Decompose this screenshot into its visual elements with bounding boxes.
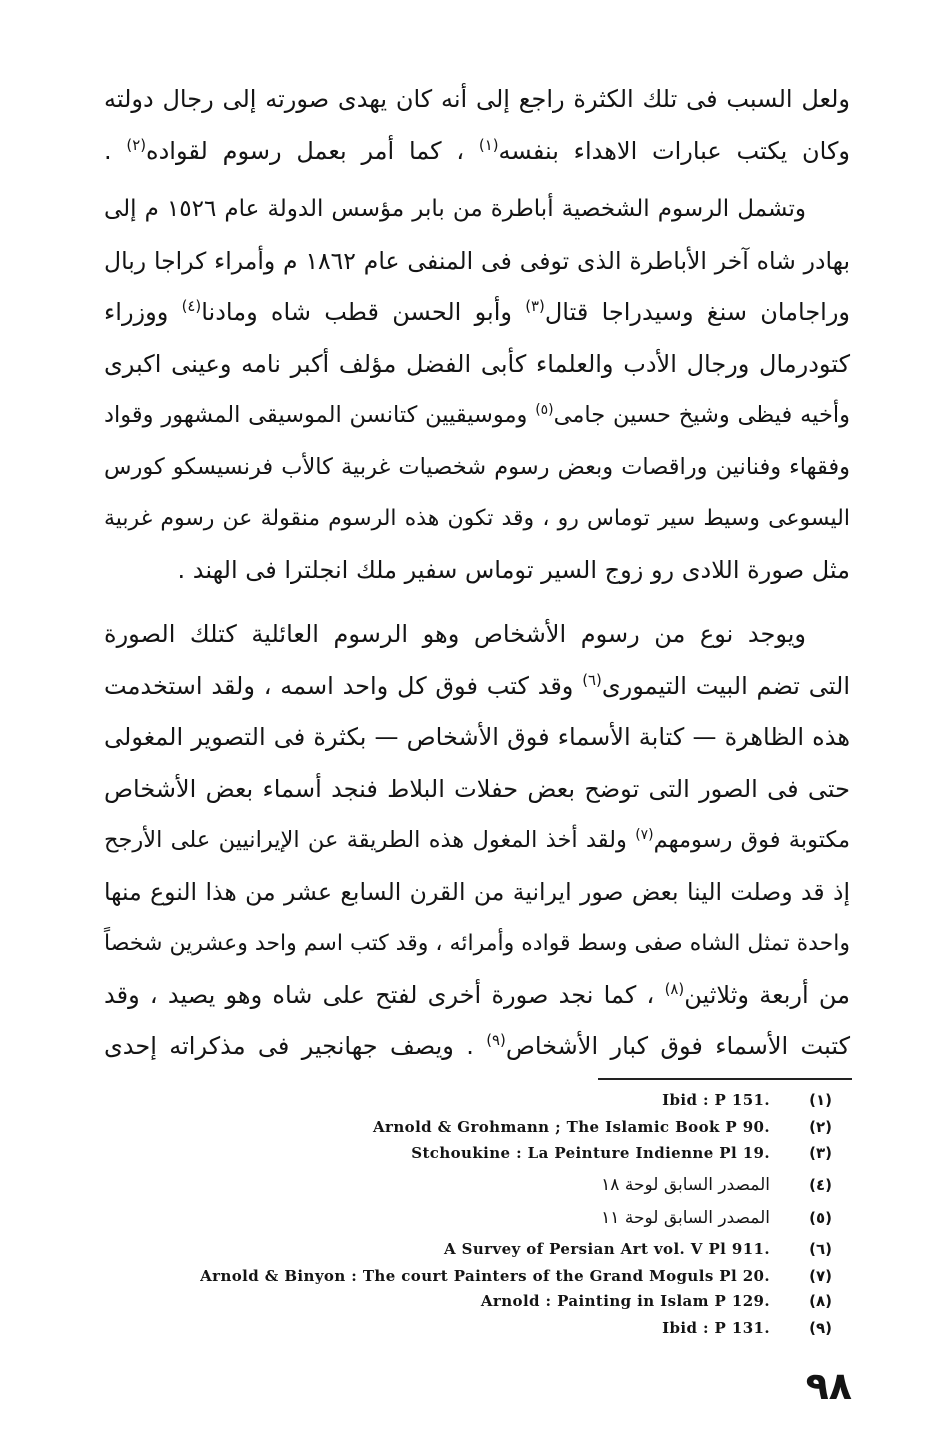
footnote (0, 1140, 946, 1166)
footnote-number: (٢) (809, 1118, 832, 1136)
footnote-citation: Ibid : P 131. (662, 1319, 770, 1337)
footnote-number: (٦) (809, 1240, 832, 1258)
footnote-citation: المصدر السابق لوحة ١٨ (601, 1175, 770, 1195)
text-segment: كتبت الأسماء فوق كبار الأشخاص (505, 1032, 850, 1060)
text-segment: وكان يكتب عبارات الاهداء بنفسه (498, 136, 851, 165)
text-segment: وقد كتب فوق كل واحد اسمه ، ولقد استخدمت (104, 671, 583, 700)
footnote (0, 1172, 946, 1198)
footnote-marker: (٩) (486, 1031, 506, 1050)
footnote-number: (٥) (809, 1209, 832, 1227)
footnote (0, 1114, 946, 1140)
text-segment: ووزراء (104, 298, 182, 326)
text-segment: كتودرمال ورجال الأدب والعلماء كأبى الفضل مؤلف أكبر نامه وعينى اكبرى (104, 349, 850, 378)
footnote (0, 1288, 946, 1314)
footnote-citation: المصدر السابق لوحة ١١ (601, 1208, 770, 1228)
footnote-marker: (٣) (525, 297, 545, 316)
footnote-citation: A Survey of Persian Art vol. V Pl 911. (443, 1240, 770, 1258)
text-segment: من أربعة وثلاثين (684, 980, 851, 1009)
text-segment: . (104, 136, 127, 165)
text-segment: ويوجد نوع من رسوم الأشخاص وهو الرسوم العائلية كتلك الصورة (104, 620, 806, 648)
footnote (0, 1236, 946, 1262)
footnote (0, 1263, 946, 1289)
text-segment: ، كما نجد صورة أخرى لفتح على شاه وهو يصيد ، وقد (104, 980, 665, 1009)
footnote (0, 1205, 946, 1231)
text-segment: وراجامان سنغ وسيدراجا قتال (544, 298, 850, 326)
footnote-citation: Arnold & Grohmann ; The Islamic Book P 90. (373, 1118, 770, 1136)
footnote-marker: (١) (478, 135, 499, 154)
text-segment: ، كما أمر بعمل رسوم لقواده (146, 136, 479, 165)
footnote-citation: Arnold & Binyon : The court Painters of the Grand Moguls Pl 20. (200, 1267, 770, 1285)
text-segment: وموسيقيين كتانسن الموسيقى المشهور وقواد (104, 402, 536, 428)
footnote-marker: (٦) (582, 670, 602, 689)
text-segment: إذ قد وصلت الينا بعض صور ايرانية من القرن السابع عشر من هذا النوع منها (104, 877, 850, 906)
footnote-number: (٤) (809, 1176, 832, 1194)
text-segment: هذه الظاهرة — كتابة الأسماء فوق الأشخاص — بكثرة فى التصوير المغولى (104, 723, 850, 751)
footnote-marker: (٧) (635, 826, 654, 843)
text-segment: وأبو الحسن قطب شاه ومادنا (201, 298, 526, 326)
footnote-marker: (٥) (535, 401, 554, 418)
text-segment: ولقد أخذ المغول هذه الطريقة عن الإيرانيين على الأرجح (104, 827, 636, 853)
footnote-citation: Ibid : P 151. (662, 1091, 770, 1109)
page-number: ٩٨ (805, 1364, 852, 1408)
text-segment: وأخيه فيظى وشيخ حسين جامى (553, 402, 850, 428)
text-segment: مكتوبة فوق رسومهم (653, 827, 850, 853)
footnote-marker: (٨) (664, 979, 685, 998)
footnote (0, 1315, 946, 1341)
text-segment: وتشمل الرسوم الشخصية أباطرة من بابر مؤسس الدولة عام ١٥٢٦ م إلى (104, 196, 806, 222)
text-segment: مثل صورة اللادى رو زوج السير توماس سفير ملك انجلترا فى الهند . (177, 555, 850, 584)
footnote-number: (٧) (809, 1267, 832, 1285)
footnote-number: (٣) (809, 1144, 832, 1162)
text-segment: واحدة تمثل الشاه صفى وسط قواده وأمرائه ، وقد كتب اسم واحد وعشرين شخصاً (104, 931, 850, 956)
text-segment: التى تضم البيت التيمورى (601, 671, 850, 700)
footnote-number: (١) (809, 1091, 832, 1109)
text-segment: اليسوعى وسيط سير توماس رو ، وقد تكون هذه الرسوم منقولة عن رسوم غربية (104, 506, 850, 531)
footnote-citation: Arnold : Painting in Islam P 129. (480, 1292, 770, 1310)
text-segment: وفقهاء وفنانين وراقصات وبعض رسوم شخصيات غربية كالأب فرنسيسكو كورس (104, 453, 850, 480)
text-segment: . ويصف جهانجير فى مذكراته إحدى (104, 1032, 487, 1060)
footnote (0, 1087, 946, 1113)
text-segment: بهادر شاه آخر الأباطرة الذى توفى فى المنفى عام ١٨٦٢ م وأمراء كراجا ربال (104, 246, 850, 275)
text-segment: حتى فى الصور التى توضح بعض حفلات البلاط فنجد أسماء بعض الأشخاص (104, 774, 850, 803)
footnote-marker: (٤) (181, 297, 202, 316)
footnote-citation: Stchoukine : La Peinture Indienne Pl 19. (411, 1144, 770, 1162)
footnote-number: (٩) (809, 1319, 832, 1337)
footnote-number: (٨) (809, 1292, 832, 1310)
text-segment: ولعل السبب فى تلك الكثرة راجع إلى أنه كان يهدى صورته إلى رجال دولته (104, 85, 850, 113)
footnote-marker: (٢) (126, 135, 147, 154)
